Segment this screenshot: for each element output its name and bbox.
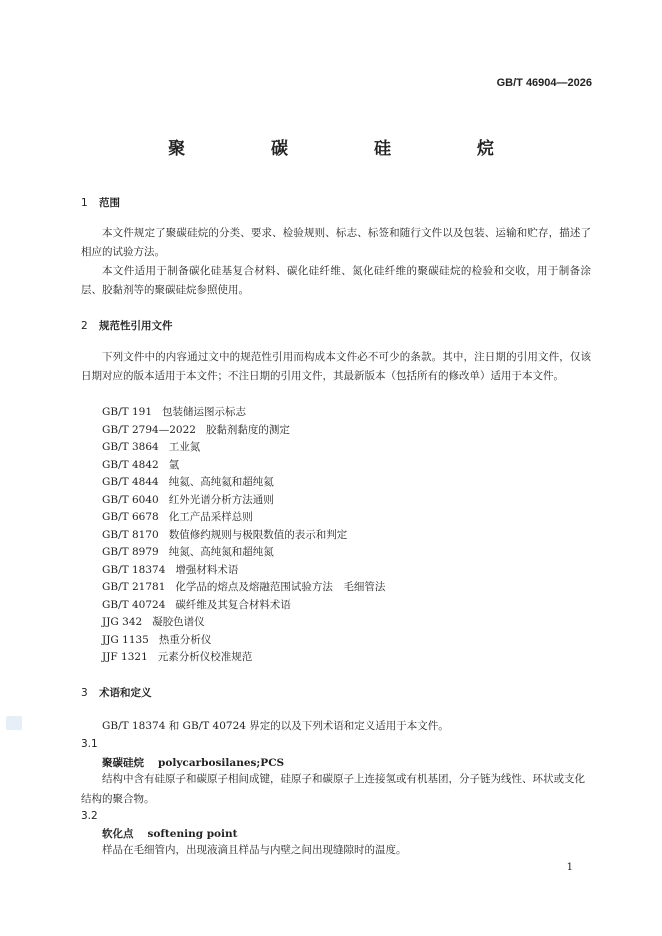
reference-code: JJG 1135 bbox=[102, 633, 149, 646]
document-title: 聚 碳 硅 烷 bbox=[168, 139, 534, 159]
paragraph: GB/T 18374 和 GB/T 40724 界定的以及下列术语和定义适用于本文件。 bbox=[102, 720, 449, 732]
term-chinese: 软化点 bbox=[102, 828, 134, 840]
reference-item bbox=[102, 422, 290, 437]
reference-name: 纯氦、高纯氦和超纯氦 bbox=[168, 476, 274, 488]
section-number: 2 bbox=[81, 320, 88, 332]
reference-code: GB/T 4842 bbox=[102, 458, 159, 471]
reference-name: 热重分析仪 bbox=[158, 633, 212, 646]
paragraph: 本文件规定了聚碳硅烷的分类、要求、检验规则、标志、标签和随行文件以及包装、运输和贮存，描述了相应的试验方法。 bbox=[81, 227, 591, 258]
reference-code: GB/T 18374 bbox=[102, 563, 166, 576]
reference-item bbox=[102, 579, 385, 594]
reference-code: GB/T 4844 bbox=[102, 476, 159, 488]
reference-name: 碳纤维及其复合材料术语 bbox=[175, 598, 291, 611]
term-entry bbox=[102, 755, 284, 770]
reference-item bbox=[102, 562, 238, 577]
reference-name: 红外光谱分析方法通则 bbox=[168, 493, 274, 506]
paragraph: 下列文件中的内容通过文中的规范性引用而构成本文件必不可少的条款。其中，注日期的引用文件，仅该日期对应的版本适用于本文件；不注日期的引用文件，其最新版本（包括所有的修改单）适用于本文件。 bbox=[81, 351, 591, 382]
section-number: 1 bbox=[81, 197, 88, 209]
reference-item bbox=[102, 439, 200, 454]
reference-item bbox=[102, 614, 205, 629]
reference-item bbox=[102, 649, 252, 664]
reference-code: GB/T 2794—2022 bbox=[102, 423, 196, 436]
reference-code: GB/T 191 bbox=[102, 406, 153, 418]
section-title: 规范性引用文件 bbox=[99, 320, 173, 332]
reference-item bbox=[102, 404, 246, 419]
reference-code: GB/T 3864 bbox=[102, 441, 159, 453]
term-chinese: 聚碳硅烷 bbox=[102, 757, 144, 769]
section-1-heading bbox=[81, 195, 120, 210]
reference-name: 胶黏剂黏度的测定 bbox=[205, 423, 290, 436]
reference-item bbox=[102, 474, 274, 489]
reference-name: 数值修约规则与极限数值的表示和判定 bbox=[168, 528, 348, 541]
reference-item bbox=[102, 509, 253, 524]
reference-code: GB/T 40724 bbox=[102, 598, 166, 611]
reference-name: 元素分析仪校准规范 bbox=[157, 651, 253, 663]
reference-name: 工业氮 bbox=[168, 441, 201, 453]
reference-item bbox=[102, 632, 211, 647]
reference-code: JJF 1321 bbox=[102, 651, 148, 663]
term-number: 3.1 bbox=[81, 738, 98, 750]
reference-code: GB/T 8979 bbox=[102, 546, 159, 558]
reference-code: GB/T 8170 bbox=[102, 528, 159, 541]
reference-code: GB/T 6678 bbox=[102, 511, 159, 523]
term-english: softening point bbox=[147, 828, 238, 840]
reference-code: GB/T 21781 bbox=[102, 581, 166, 593]
term-definition: 结构中含有硅原子和碳原子相间成键，硅原子和碳原子上连接氢或有机基团，分子链为线性、环状或支化结构的聚合物。 bbox=[81, 773, 585, 805]
reference-name: 氩 bbox=[168, 458, 180, 471]
reference-name: 化学品的熔点及熔融范围试验方法 毛细管法 bbox=[175, 581, 386, 593]
reference-item bbox=[102, 544, 274, 559]
paragraph: 本文件适用于制备碳化硅基复合材料、碳化硅纤维、氮化硅纤维的聚碳硅烷的检验和交收，用于制备涂层、胶黏剂等的聚碳硅烷参照使用。 bbox=[81, 265, 591, 296]
section-title: 术语和定义 bbox=[99, 687, 152, 699]
section-title: 范围 bbox=[99, 197, 120, 209]
page-number: 1 bbox=[566, 862, 573, 873]
watermark-icon bbox=[6, 716, 22, 730]
reference-item bbox=[102, 457, 179, 472]
reference-item bbox=[102, 527, 347, 542]
term-english: polycarbosilanes;PCS bbox=[158, 757, 285, 769]
reference-name: 凝胶色谱仪 bbox=[152, 616, 205, 628]
reference-item bbox=[102, 597, 291, 612]
term-definition: 样品在毛细管内，出现液滴且样品与内壁之间出现缝隙时的温度。 bbox=[102, 844, 407, 856]
section-3-heading bbox=[81, 685, 152, 700]
reference-item bbox=[102, 492, 274, 507]
term-number: 3.2 bbox=[81, 810, 98, 822]
section-number: 3 bbox=[81, 687, 88, 699]
section-2-heading bbox=[81, 318, 173, 333]
reference-name: 增强材料术语 bbox=[175, 563, 239, 576]
document-code: GB/T 46904—2026 bbox=[496, 77, 592, 89]
reference-code: JJG 342 bbox=[102, 616, 143, 628]
reference-name: 纯氮、高纯氮和超纯氮 bbox=[168, 546, 274, 558]
term-entry bbox=[102, 826, 238, 841]
reference-name: 包装储运图示标志 bbox=[162, 406, 247, 418]
reference-name: 化工产品采样总则 bbox=[168, 511, 253, 523]
reference-code: GB/T 6040 bbox=[102, 493, 159, 506]
